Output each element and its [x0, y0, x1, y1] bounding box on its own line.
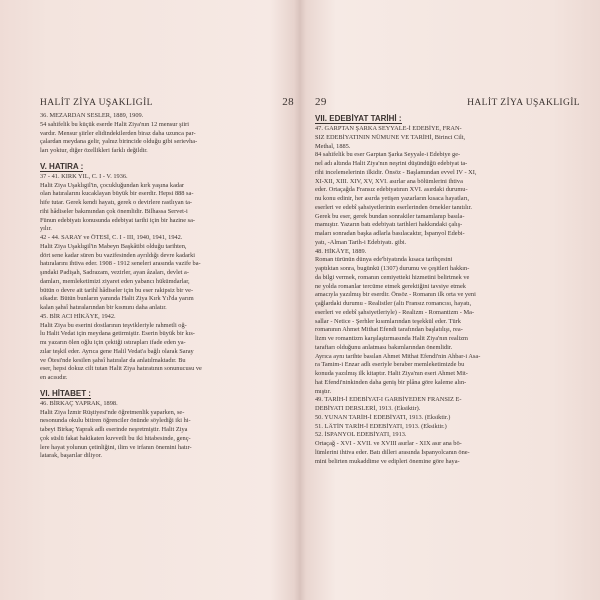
- text-line: taraftarı olduğunu anlatması bakımlarından önemlidir.: [315, 343, 453, 351]
- text-line: mıştır.: [315, 387, 332, 395]
- work-entry-heading: 42 - 44. SARAY ve ÖTESİ, C. I - III, 1940, 1941, 1942.: [40, 234, 183, 241]
- text-line: nesonunda okulu bitiren öğrenciler önünde söylediği iki hi-: [40, 417, 191, 425]
- text-line: en acısıdır.: [40, 374, 68, 381]
- text-line: Gerek bu eser, gerek bundan sonrakiler tamamlanıp basıla-: [315, 212, 465, 220]
- text-line: çağlardaki durumu - Realistler (altı Fransız romancısı, hayatı,: [315, 300, 472, 307]
- page-number: 28: [282, 96, 294, 108]
- text-line: eserleri ve edebî şahsiyetleriyle) - Realizm - Romantizm - Ma-: [315, 308, 475, 316]
- running-head-right: [315, 96, 580, 108]
- header-title: HALİT ZİYA UŞAKLIGİL: [467, 98, 580, 108]
- page-body-left: [40, 112, 294, 461]
- text-line: Halit Ziya bu eserini dostlarının teşvikleriyle rahmetli oğ-: [40, 321, 187, 329]
- text-line: eser, hepsi dokuz cilt tutan Halit Ziya hatıratının sonunucusu ve: [40, 365, 202, 373]
- text-line: bütün o devre ait tarihî hâdiseler için bu eser rakipsiz bir ve-: [40, 286, 194, 294]
- text-line: XI-XII, XIII. XIV, XV, XVI. asırlar ana bölümlerini ihtiva: [315, 177, 463, 185]
- text-line: DEBİYATI DERSLERİ, 1913. (Eksiktir).: [315, 405, 421, 412]
- text-line: kalan şahsî hatıralarından bir kısmını daha anlatır.: [40, 304, 167, 311]
- work-entry-heading: 45. BİR ACI HİKÂYE, 1942.: [40, 312, 116, 320]
- text-line: hat Efendi'ninkinden daha geniş bir plâna göre kaleme alın-: [315, 378, 467, 386]
- text-line: yatı, -Alman Tarih-i Edebiyatı. gibi.: [315, 238, 407, 246]
- text-line: 54 sahifelik bu küçük eserde Halit Ziya'nın 12 mensur şiiri: [40, 120, 189, 128]
- text-line: Fünun edebiyatı konusunda edebiyat tarihi için bir hazine sa-: [40, 216, 196, 224]
- text-line: lizm ve romantizm karşılaştırmasında Halit Ziya'nın realizm: [315, 335, 468, 342]
- text-line: amacıyla yazılmış bir eserdir. Önsöz - Romanın ilk orta ve yeni: [315, 291, 476, 299]
- section-heading: [315, 114, 580, 123]
- work-entry-heading: 51. LÂTİN TARİH-İ EDEBİYATI, 1913. (Eksiktir.): [315, 422, 447, 430]
- work-entry-heading: 52. İSPANYOL EDEBİYATI, 1913.: [315, 431, 407, 439]
- section-heading: [40, 389, 294, 398]
- running-head-left: [40, 96, 294, 108]
- text-line: mı yazarın ölen oğlu için çektiği ıstırapları ifade eden ya-: [40, 339, 186, 346]
- work-entry-heading: 48. HİKÂYE, 1889.: [315, 247, 367, 255]
- text-line: sallar - Netice - Şerhler kısımlarından teşekkül eder. Türk: [315, 317, 461, 325]
- work-entry-heading: 36. MEZARDAN SESLER, 1889, 1909.: [40, 112, 144, 119]
- text-line: lere hayat yolunun çetinliğini, ilim ve irfanın önemini hatır-: [40, 443, 192, 451]
- text-line: şındaki Padişah, Sadrazam, vezirler, ayan âzaları, devlet a-: [40, 269, 189, 276]
- text-line: ne yolda romanlar tercüme etmek gerektiğini tavsiye etmek: [315, 282, 466, 290]
- text-line: dört sene kadar süren bu vazifesinden ayrıldığı devre kadarki: [40, 251, 196, 259]
- text-line: Ayrıca aynı tarihte basılan Ahmet Mithat Efendi'nin Ahbar-i Asa-: [315, 352, 481, 360]
- section-heading-text: VI. HİTABET :: [40, 388, 91, 398]
- text-line: mini belirten mukaddime ve edipleri önemine göre haya-: [315, 457, 460, 465]
- text-line: Methal, 1885.: [315, 142, 351, 150]
- text-line: romanının Ahmet Mithat Efendi tarafından başlatılışı, rea-: [315, 326, 463, 334]
- text-line: lümlerini ihtiva eder. Batı dilleri arasında İspanyolcanın öne-: [315, 448, 470, 456]
- page-number: 29: [315, 96, 327, 108]
- text-line: çok süslü fakat hakikaten kuvvetli bu iki hitabesinde, genç-: [40, 434, 191, 442]
- text-line: mamıştır. Yazarın batı edebiyatı tarihleri hakkındaki çalış-: [315, 221, 463, 229]
- text-line: yılır.: [40, 225, 52, 233]
- header-title: HALİT ZİYA UŞAKLIGİL: [40, 98, 153, 108]
- text-line: sikadır. Bütün bunların yanında Halit Ziya Kırk Yıl'da yarım: [40, 295, 194, 303]
- text-line: Roman türünün dünya ede'biyatında kısaca tarihçesini: [315, 256, 453, 264]
- text-line: 84 sahifelik bu eser Garptan Şarka Seyyale-i Edebiye ge-: [315, 151, 461, 159]
- text-line: eder. Ortaçağda Fransız edebiyatının XVI. asırdaki durumu-: [315, 186, 468, 194]
- text-line: maları sonradan başka adlarla basılacaktır, İspanyol Edebi-: [315, 230, 465, 237]
- text-line: vardır. Mensur şiirler elidindekilerden biraz daha uzunca par-: [40, 129, 196, 137]
- text-line: hatıralarını ihtiva eder. 1908 - 1912 seneleri arasında vazife ba-: [40, 260, 201, 268]
- section-heading: [40, 162, 294, 171]
- text-line: nu konu edinir, her asırda yetişen yazarların kısaca hayatları,: [315, 195, 470, 202]
- text-line: SIZ EDEBİYATININ NÜMUNE VE TARİHİ, Birinci Cilt,: [315, 133, 466, 141]
- work-entry-heading: 47. GARPTAN ŞARKA SEYYALE-İ EDEBİYE, FRAN-: [315, 125, 462, 132]
- text-line: çalardan meydana gelir, yalnız birincide olduğu gibi serievha-: [40, 138, 198, 146]
- text-line: yaptıktan sonra, bugünkü (1307) durumu ve çeşitleri hakkın-: [315, 265, 470, 272]
- text-line: nel adı altında Halit Ziya'nın neşrini düşündüğü edebiyat ta-: [315, 160, 468, 167]
- text-line: Halit Ziya Uşaklıgil'in, çocukluğundan kırk yaşına kadar: [40, 181, 185, 189]
- text-line: da bilgi vermek, romanın cemiyetteki hizmetini belirtmek ve: [315, 273, 470, 281]
- work-entry-heading: 50. YUNAN TARİH-İ EDEBİYATI, 1913. (Eksiktir.): [315, 413, 451, 421]
- text-line: ları yoktur, diğer özellikleri farklı değildir.: [40, 147, 148, 154]
- work-entry-heading: 46. BİRKAÇ YAPRAK, 1898.: [40, 399, 118, 407]
- text-line: zılar teşkil eder. Ayrıca gene Halil Vedat'a bağlı olarak Saray: [40, 347, 194, 355]
- text-line: hife tutar. Gerek kendi hayatı, gerek o devirlere rastlıyan ta-: [40, 199, 193, 206]
- work-entry-heading: 49. TARİH-İ EDEBİYAT-I GARBİYEDEN FRANSIZ E-: [315, 396, 462, 404]
- text-line: damları, memleketimizi ziyaret eden yabancı hükümdarlar,: [40, 277, 190, 285]
- text-line: rihi hâdiseler bakımından çok önemlidir. Bilhassa Servet-i: [40, 207, 188, 215]
- text-line: konuda yazılmış ilk kitaptır. Halit Ziya'nın eseri Ahmet Mit-: [315, 370, 468, 377]
- text-line: tabeyi Birkaç Yaprak adlı eserinde neşretmiştir. Halit Ziya: [40, 426, 188, 433]
- page-body-right: [315, 114, 580, 466]
- text-line: rihi incelemelerinin ilkidir. Önsöz - Başlamından evvel IV - XI,: [315, 168, 477, 176]
- text-line: Ortaçağ - XVI - XVII. ve XVIII asırlar - XIX asır ana bö-: [315, 440, 462, 447]
- right-page: [303, 0, 600, 600]
- text-line: eserleri ve edebî şahsiyetlerinin eserlerinden örnekler tanıtılır.: [315, 203, 472, 211]
- text-line: Halit Ziya İzmir Rüştiyesi'nde öğretmenlik yaparken, se-: [40, 408, 185, 416]
- section-heading-text: VII. EDEBİYAT TARİHİ :: [315, 114, 402, 123]
- text-line: lu Halit Vedat için meydana getirmiştir. Eserin büyük bir kıs-: [40, 330, 195, 338]
- text-line: latarak, başarılar diliyor.: [40, 452, 103, 460]
- section-heading-text: V. HATIRA :: [40, 161, 84, 171]
- text-line: Halit Ziya Uşaklıgil'in Mabeyn Başkâtibi olduğu tarihten,: [40, 242, 187, 250]
- text-line: olan hatıralarını kucaklayan büyük bir eserdir. Hepsi 888 sa-: [40, 190, 194, 198]
- work-entry-heading: 37 - 41. KIRK YIL, C. I - V. 1936.: [40, 172, 128, 180]
- text-line: ra Tamim-i Enzar adlı eseriyle beraber memleketimizde bu: [315, 361, 465, 369]
- text-line: ve Ötesi'nde kesilen şahsî hatıralar da anlatılmaktadır. Bu: [40, 356, 186, 364]
